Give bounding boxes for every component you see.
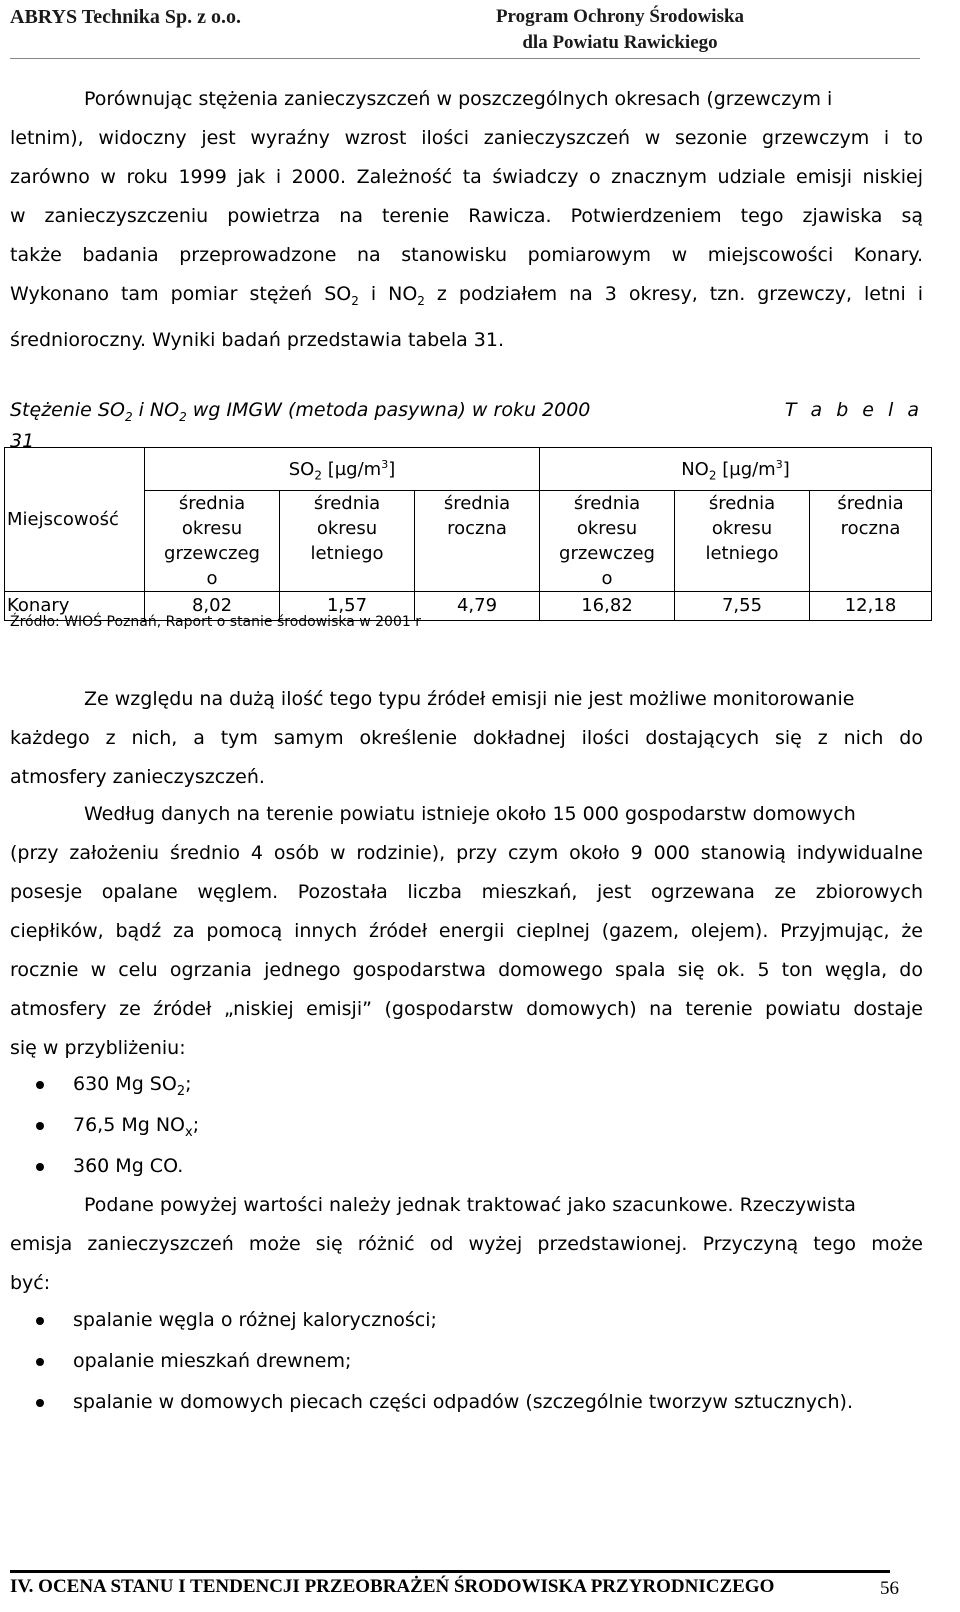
p1-line-4: w zanieczyszczeniu powietrza na terenie Rawicza. Potwierdzeniem tego zjawiska są xyxy=(10,205,923,227)
no2-summer-header: średnia okresu letniego xyxy=(675,490,810,591)
causes-list xyxy=(10,1300,853,1423)
p3-line-7: się w przybliżeniu: xyxy=(10,1037,186,1059)
header-right-line1: Program Ochrony Środowiska xyxy=(495,6,745,27)
p1-line-5: także badania przeprowadzone na stanowisku pomiarowym w miejscowości Konary. xyxy=(10,244,923,266)
cell-no2-summer: 7,55 xyxy=(675,591,810,620)
p3-line-2: (przy założeniu średnio 4 osób w rodzinie), przy czym około 9 000 stanowią indywidualne xyxy=(10,842,923,864)
page-number: 56 xyxy=(880,1578,899,1599)
paragraph-1 xyxy=(10,80,923,360)
p1-line-2: letnim), widoczny jest wyraźny wzrost ilości zanieczyszczeń w sezonie grzewczym i to xyxy=(10,127,923,149)
cell-so2-summer: 1,57 xyxy=(280,591,415,620)
header-so2: $SO_2$ $[\mu g/m^3]$ xyxy=(145,448,540,491)
p4-line-1: Podane powyżej wartości należy jednak traktować jako szacunkowe. Rzeczywista xyxy=(84,1194,856,1216)
paragraph-3 xyxy=(10,795,923,1068)
table-caption: Stężenie $SO_2$ i $NO_2$ wg IMGW (metoda pasywna) w roku 2000 T a b e l a 31 xyxy=(10,399,923,452)
p3-line-5: rocznie w celu ogrzania jednego gospodarstwa domowego spala się ok. 5 ton węgla, do xyxy=(10,959,923,981)
cell-so2-heating: 8,02 xyxy=(145,591,280,620)
list-item: 360 Mg CO. xyxy=(10,1146,199,1187)
p2-line-2: każdego z nich, a tym samym określenie dokładnej ilości dostających się z nich do xyxy=(10,727,923,749)
table-header-row-2 xyxy=(5,490,932,591)
p1-line-3: zarówno w roku 1999 jak i 2000. Zależność ta świadczy o znacznym udziale emisji niskiej xyxy=(10,166,923,188)
header-rule xyxy=(10,58,920,59)
p2-line-1: Ze względu na dużą ilość tego typu źródeł emisji nie jest możliwe monitorowanie xyxy=(84,688,855,710)
paragraph-2 xyxy=(10,680,923,797)
p4-line-3: być: xyxy=(10,1272,51,1294)
p3-line-1: Według danych na terenie powiatu istnieje około 15 000 gospodarstw domowych xyxy=(84,803,856,825)
header-left: ABRYS Technika Sp. z o.o. xyxy=(10,6,242,28)
cell-place: Konary xyxy=(5,591,145,620)
footer-title: IV. OCENA STANU I TENDENCJI PRZEOBRAŻEŃ ŚRODOWISKA PRZYRODNICZEGO xyxy=(10,1576,775,1597)
so2-summer-header: średnia okresu letniego xyxy=(280,490,415,591)
cell-no2-heating: 16,82 xyxy=(540,591,675,620)
p3-line-3: posesje opalane węglem. Pozostała liczba mieszkań, jest ogrzewana ze zbiorowych xyxy=(10,881,923,903)
p1-line-1: Porównując stężenia zanieczyszczeń w poszczególnych okresach (grzewczym i xyxy=(84,88,833,110)
p1-line-6: Wykonano tam pomiar stężeń $SO_2$ i $NO_2$ z podziałem na 3 okresy, tzn. grzewczy, letni i xyxy=(10,283,923,308)
p3-line-4: ciepłików, bądź za pomocą innych źródeł energii cieplnej (gazem, olejem). Przyjmując, że xyxy=(10,920,923,942)
header-right xyxy=(470,4,770,56)
table-label: T a b e l a xyxy=(784,399,923,421)
p4-line-2: emisja zanieczyszczeń może się różnić od wyżej przedstawionej. Przyczyną tego może xyxy=(10,1233,923,1255)
list-item: 76,5 Mg $NO_x$; xyxy=(10,1105,199,1146)
cell-so2-annual: 4,79 xyxy=(415,591,540,620)
p1-line-7: średnioroczny. Wyniki badań przedstawia tabela 31. xyxy=(10,328,505,351)
so2-heating-header: średnia okresu grzewczeg o xyxy=(145,490,280,591)
cell-no2-annual: 12,18 xyxy=(810,591,932,620)
paragraph-4 xyxy=(10,1186,923,1303)
header-place: Miejscowość xyxy=(5,448,145,592)
p3-line-6: atmosfery ze źródeł „niskiej emisji” (gospodarstw domowych) na terenie powiatu dostaje xyxy=(10,998,923,1020)
emission-list xyxy=(10,1064,199,1187)
list-item: spalanie w domowych piecach części odpadów (szczególnie tworzyw sztucznych). xyxy=(10,1382,853,1423)
footer-rule xyxy=(10,1570,890,1573)
no2-heating-header: średnia okresu grzewczeg o xyxy=(540,490,675,591)
list-item: spalanie węgla o różnej kaloryczności; xyxy=(10,1300,853,1341)
concentration-table xyxy=(4,447,932,621)
header-no2: $NO_2$ $[\mu g/m^3]$ xyxy=(540,448,932,491)
table-number: 31 xyxy=(10,429,35,452)
list-item: 630 Mg $SO_2$; xyxy=(10,1064,199,1105)
p2-line-3: atmosfery zanieczyszczeń. xyxy=(10,766,265,788)
list-item: opalanie mieszkań drewnem; xyxy=(10,1341,853,1382)
table-source: Źródło: WIOŚ Poznań, Raport o stanie środowiska w 2001 r xyxy=(10,614,421,630)
so2-annual-header: średnia roczna xyxy=(415,490,540,591)
table-header-row-1 xyxy=(5,448,932,491)
header-right-line2: dla Powiatu Rawickiego xyxy=(522,32,718,53)
no2-annual-header: średnia roczna xyxy=(810,490,932,591)
